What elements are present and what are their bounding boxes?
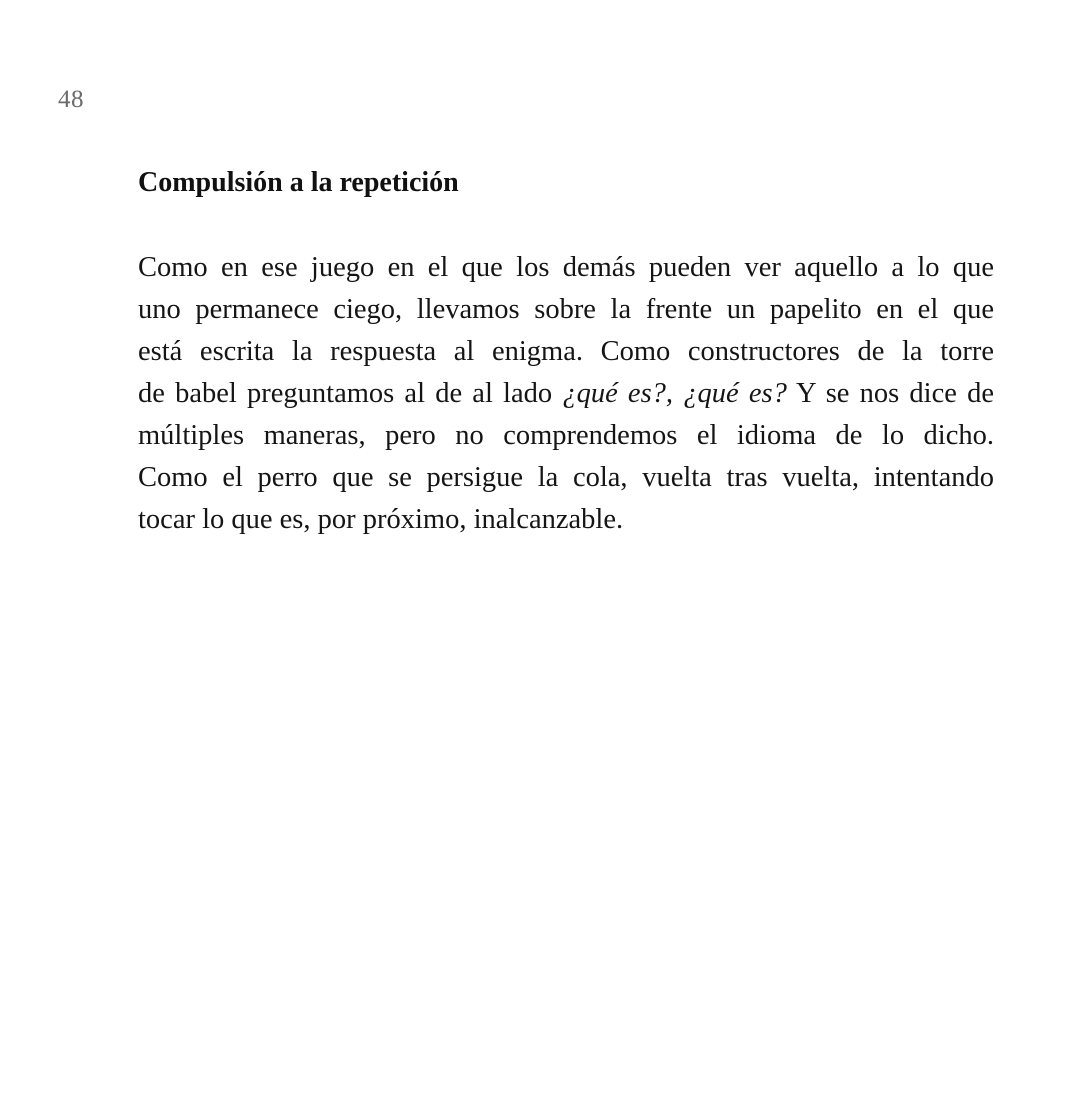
page-number: 48 bbox=[58, 86, 84, 113]
body-paragraph bbox=[138, 247, 994, 541]
page-content bbox=[138, 164, 994, 541]
section-title: Compulsión a la repetición bbox=[138, 167, 459, 198]
paragraph-line-2: uno permanece ciego, llevamos sobre la frente un papelito en el que bbox=[138, 294, 994, 325]
italic-question: ¿qué es?, ¿qué es? bbox=[562, 378, 787, 409]
paragraph-line-1: Como en ese juego en el que los demás pueden ver aquello a lo que bbox=[138, 252, 994, 283]
paragraph-line-3: está escrita la respuesta al enigma. Como constructores de la torre bbox=[138, 336, 994, 367]
line-4-start-text: de babel preguntamos al de al lado bbox=[138, 378, 563, 409]
paragraph-line-4 bbox=[138, 373, 994, 415]
line-4-end-text: Y se nos dice de bbox=[786, 378, 994, 409]
paragraph-line-5: múltiples maneras, pero no comprendemos el idioma de lo dicho. bbox=[138, 420, 994, 451]
paragraph-line-6: Como el perro que se persigue la cola, vuelta tras vuelta, intentando bbox=[138, 462, 994, 493]
paragraph-line-7: tocar lo que es, por próximo, inalcanzable. bbox=[138, 504, 624, 535]
